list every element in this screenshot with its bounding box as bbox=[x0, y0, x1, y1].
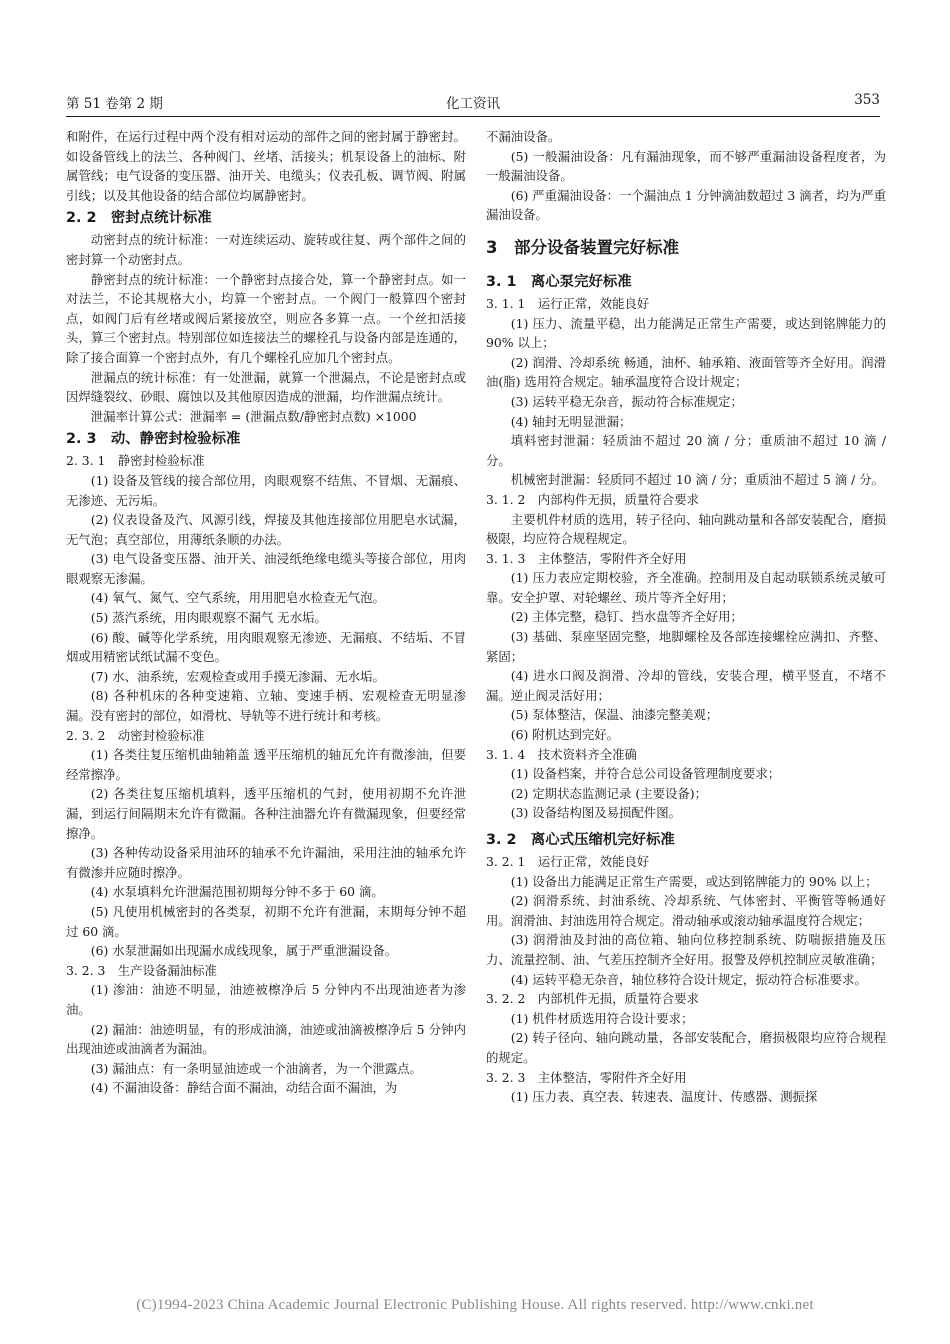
clause-heading: 2. 3. 2 动密封检验标准 bbox=[66, 727, 205, 743]
subsection-heading: 3. 1 离心泵完好标准 bbox=[486, 273, 632, 290]
paragraph: (8) 各种机床的各种变速箱、立轴、变速手柄、宏观检查无明显渗漏。没有密封的部位，如滑枕、导轨等不进行统计和考核。 bbox=[66, 688, 466, 724]
paragraph: (1) 压力表、真空表、转速表、温度计、传感器、测振探 bbox=[510, 1089, 818, 1105]
paragraph: (5) 泵体整洁，保温、油漆完整美观； bbox=[510, 707, 719, 723]
paragraph: 泄漏点的统计标准：有一处泄漏，就算一个泄漏点，不论是密封点或因焊缝裂纹、砂眼、腐蚀以及其他原因造成的泄漏，均作泄漏点统计。 bbox=[66, 369, 466, 405]
paragraph: (3) 电气设备变压器、油开关、油浸纸绝缘电缆头等接合部位，用肉眼观察无渗漏。 bbox=[66, 551, 466, 586]
paragraph: 机械密封泄漏：轻质同不超过 10 滴 / 分；重质油不超过 5 滴 / 分。 bbox=[510, 472, 885, 488]
paragraph: (2) 润滑、冷却系统 畅通，油杯、轴承箱、液面管等齐全好用。润滑油(脂) 选用符合规定。轴承温度符合设计规定； bbox=[486, 354, 886, 390]
paragraph: (6) 附机达到完好。 bbox=[510, 727, 620, 743]
paragraph: 主要机件材质的选用，转子径向、轴向跳动量和各部安装配合，磨损极限，均应符合规程规定。 bbox=[486, 511, 886, 547]
clause-heading: 3. 1. 4 技术资料齐全准确 bbox=[486, 746, 637, 762]
paragraph-continued: 不漏油设备。 bbox=[486, 129, 561, 144]
issue-label: 第 51 卷第 2 期 bbox=[66, 96, 163, 112]
clause-heading: 3. 2. 3 生产设备漏油标准 bbox=[66, 962, 217, 978]
subsection-heading: 2. 3 动、静密封检验标准 bbox=[66, 431, 241, 448]
paragraph: (6) 严重漏油设备：一个漏油点 1 分钟滴油数超过 3 滴者，均为严重漏油设备。 bbox=[486, 187, 886, 223]
right-column bbox=[486, 127, 886, 1107]
paragraph: (5) 凡使用机械密封的各类泵，初期不允许有泄漏，末期每分钟不超过 60 滴。 bbox=[66, 903, 466, 939]
paragraph: (1) 机件材质选用符合设计要求； bbox=[510, 1010, 694, 1026]
paragraph: (3) 运转平稳无杂音，振动符合标准规定； bbox=[510, 393, 743, 409]
paragraph: (3) 润滑油及封油的高位箱、轴向位移控制系统、防喘振措施及压力、流量控制、油、气差压控制齐全好用。报警及停机控制应灵敏准确； bbox=[486, 932, 886, 967]
paragraph: (5) 蒸汽系统，用肉眼观察不漏气 无水垢。 bbox=[90, 610, 327, 626]
paragraph: (2) 定期状态监测记录 (主要设备)； bbox=[510, 785, 707, 801]
paragraph: (4) 进水口阀及润滑、冷却的管线，安装合理，横平竖直，不堵不漏。逆止阀灵活好用； bbox=[486, 668, 886, 703]
clause-heading: 2. 3. 1 静密封检验标准 bbox=[66, 453, 205, 469]
page-number: 353 bbox=[854, 92, 880, 108]
paragraph: (3) 漏油点：有一条明显油迹或一个油滴者，为一个泄露点。 bbox=[90, 1060, 423, 1076]
paragraph: (4) 水泵填料允许泄漏范围初期每分钟不多于 60 滴。 bbox=[90, 884, 384, 900]
paragraph: (1) 压力表应定期校验，齐全准确。控制用及自起动联锁系统灵敏可靠。安全护罩、对轮螺丝、琐片等齐全好用； bbox=[486, 570, 886, 605]
paragraph: 填料密封泄漏：轻质油不超过 20 滴 / 分；重质油不超过 10 滴 / 分。 bbox=[486, 433, 886, 468]
paragraph: 动密封点的统计标准：一对连续运动、旋转或往复、两个部件之间的密封算一个动密封点。 bbox=[66, 232, 466, 267]
subsection-heading: 3. 2 离心式压缩机完好标准 bbox=[486, 832, 675, 848]
paragraph: (1) 压力、流量平稳，出力能满足正常生产需要，或达到铭牌能力的 90% 以上； bbox=[486, 315, 886, 351]
copyright-footer: (C)1994-2023 China Academic Journal Electronic Publishing House. All rights reserved. http://www.cnki.net bbox=[136, 1297, 814, 1313]
paragraph: (2) 各类往复压缩机填料，透平压缩机的气封，使用初期不允许泄漏，到运行间隔期末允许有微漏。各种注油器允许有微漏现象，但要经常擦净。 bbox=[66, 786, 466, 841]
paragraph: (3) 设备结构图及易损配件图。 bbox=[510, 805, 681, 821]
paragraph: (4) 氧气、氮气、空气系统，用用肥皂水检查无气泡。 bbox=[90, 590, 385, 606]
paragraph: (1) 设备出力能满足正常生产需要，或达到铭牌能力的 90% 以上； bbox=[510, 873, 878, 889]
paragraph: (6) 水泵泄漏如出现漏水成线现象，属于严重泄漏设备。 bbox=[90, 943, 398, 959]
clause-heading: 3. 2. 2 内部机件无损，质量符合要求 bbox=[486, 991, 699, 1007]
paragraph: (2) 润滑系统、封油系统、冷却系统、气体密封、平衡管等畅通好用。润滑油、封油选用符合规定。滑动轴承或滚动轴承温度符合规定； bbox=[486, 893, 886, 928]
clause-heading: 3. 1. 1 运行正常，效能良好 bbox=[486, 295, 650, 311]
paragraph: (1) 设备档案，并符合总公司设备管理制度要求； bbox=[510, 766, 781, 782]
paragraph: (1) 各类往复压缩机曲轴箱盖 透平压缩机的轴瓦允许有微渗油，但要经常擦净。 bbox=[66, 747, 466, 782]
clause-heading: 3. 1. 3 主体整洁，零附件齐全好用 bbox=[486, 550, 687, 566]
paragraph: (5) 一般漏油设备：凡有漏油现象，而不够严重漏油设备程度者，为一般漏油设备。 bbox=[486, 148, 886, 184]
paragraph: (4) 轴封无明显泄漏； bbox=[510, 413, 632, 429]
paragraph: (4) 不漏油设备：静结合面不漏油，动结合面不漏油，为 bbox=[90, 1080, 398, 1096]
paragraph: (3) 基础、泵座坚固完整，地脚螺栓及各部连接螺栓应满扣、齐整、紧固； bbox=[486, 629, 886, 664]
journal-title: 化工资讯 bbox=[446, 96, 500, 112]
clause-heading: 3. 2. 3 主体整洁，零附件齐全好用 bbox=[486, 1069, 687, 1085]
paragraph: (2) 仪表设备及汽、风源引线，焊接及其他连接部位用肥皂水试漏，无气泡；真空部位，用薄纸条顺的办法。 bbox=[66, 512, 466, 547]
running-header bbox=[66, 90, 880, 117]
paragraph: 静密封点的统计标准：一个静密封点接合处，算一个静密封点。如一对法兰，不论其规格大小，均算一个密封点。一个阀门一般算四个密封点，如阀门后有丝堵或阀后紧接放空，则应各多算一点。一个丝扣活接头，算三个密封点。特别部位如连接法兰的螺栓孔与设备内部是连通的，除了接合面算一个密封点外，有几个螺栓孔应加几个密封点。 bbox=[66, 271, 466, 365]
paragraph: (6) 酸、碱等化学系统，用肉眼观察无渗迹、无漏痕、不结垢、不冒烟或用精密试纸试漏不变色。 bbox=[66, 629, 466, 665]
paragraph: (3) 各种传动设备采用油环的轴承不允许漏油，采用注油的轴承允许有微渗并应随时擦净。 bbox=[66, 845, 466, 880]
paragraph: (2) 主体完整，稳钉、挡水盘等齐全好用； bbox=[510, 609, 743, 625]
paragraph: (1) 设备及管线的接合部位用，肉眼观察不结焦、不冒烟、无漏痕、无渗迹、无污垢。 bbox=[66, 472, 466, 508]
clause-heading: 3. 1. 2 内部构件无损，质量符合要求 bbox=[486, 491, 699, 507]
subsection-heading: 2. 2 密封点统计标准 bbox=[66, 210, 212, 227]
paragraph: (2) 转子径向、轴向跳动量，各部安装配合，磨损极限均应符合规程的规定。 bbox=[486, 1030, 886, 1065]
paragraph: (2) 漏油：油迹明显，有的形成油滴，油迹或油滴被檫净后 5 分钟内出现油迹或油滴者为漏油。 bbox=[66, 1021, 466, 1057]
section-heading: 3 部分设备装置完好标准 bbox=[486, 237, 679, 257]
paragraph: (1) 渗油：油迹不明显，油迹被檫净后 5 分钟内不出现油迹者为渗油。 bbox=[66, 982, 466, 1017]
paragraph-continued: 和附件，在运行过程中两个没有相对运动的部件之间的密封属于静密封。如设备管线上的法兰、各种阀门、丝堵、活接头；机泵设备上的油标、附属管线；电气设备的变压器、油开关、电缆头；仪表孔板、调节阀、附属引线；以及其他设备的结合部位均属静密封。 bbox=[66, 129, 466, 203]
left-column bbox=[66, 127, 466, 1098]
clause-heading: 3. 2. 1 运行正常，效能良好 bbox=[486, 854, 650, 869]
paragraph: 泄漏率计算公式：泄漏率 = (泄漏点数/静密封点数) ×1000 bbox=[90, 408, 417, 424]
paragraph: (4) 运转平稳无杂音，轴位移符合设计规定，振动符合标准要求。 bbox=[510, 971, 867, 987]
paragraph: (7) 水、油系统，宏观检查或用手摸无渗漏、无水垢。 bbox=[90, 668, 385, 684]
